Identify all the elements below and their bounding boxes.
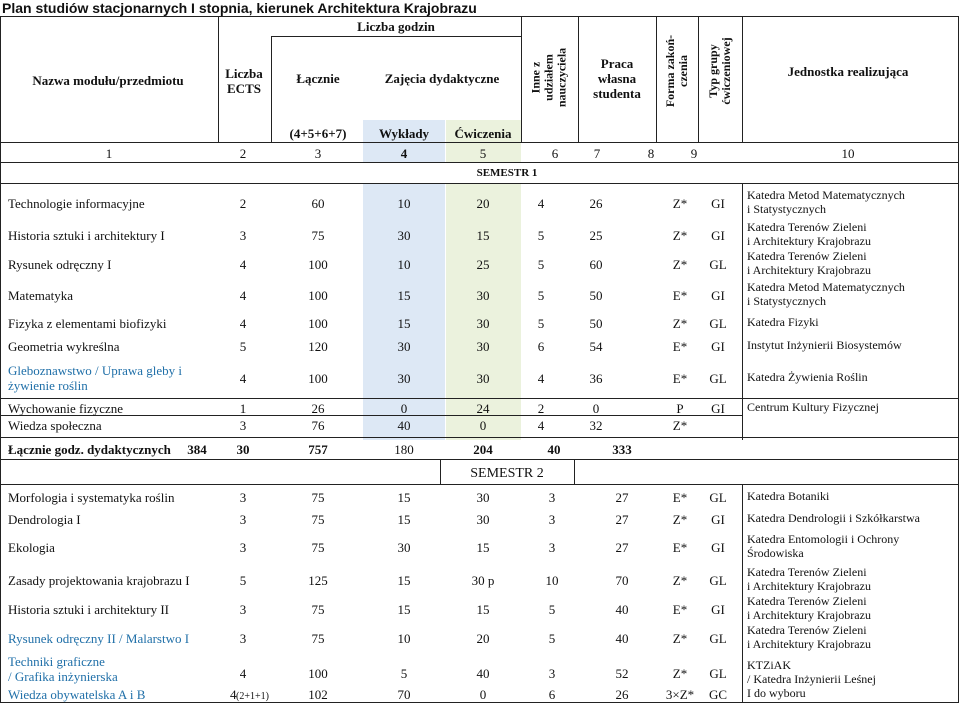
totals-own: 333 [612, 442, 632, 457]
cell-form: Z* [672, 631, 688, 646]
cell-grp: GL [709, 316, 727, 331]
row-name: żywienie roślin [8, 378, 88, 393]
cell-total: 75 [311, 602, 325, 617]
cell-total: 75 [311, 228, 325, 243]
col-line [742, 16, 743, 142]
cell-ex: 30 [476, 316, 490, 331]
row-unit: Katedra Dendrologii i Szkółkarstwa [747, 511, 920, 525]
row-name: Gleboznawstwo / Uprawa gleby i [8, 363, 183, 378]
column-number: 1 [105, 146, 113, 161]
cell-form: Z* [672, 257, 688, 272]
row-unit: Katedra Terenów Zieleni [747, 594, 867, 608]
semester-2-label: SEMESTR 2 [470, 466, 544, 481]
header-formula: (4+5+6+7) [289, 126, 347, 141]
cell-other: 5 [537, 316, 545, 331]
rotated-label: Typ grupy [706, 44, 720, 98]
cell-own: 27 [615, 540, 629, 555]
cell-total: 76 [311, 418, 325, 433]
cell-grp: GC [708, 687, 728, 702]
cell-ects: 5 [239, 339, 247, 354]
cell-lect: 15 [397, 316, 411, 331]
rotated-label: udziałem [541, 54, 556, 101]
cell-form: E* [672, 540, 688, 555]
cell-grp: GI [711, 196, 725, 211]
row-name: Ekologia [8, 540, 55, 555]
row-unit: Środowiska [747, 546, 804, 560]
column-number: 2 [239, 146, 247, 161]
col-line [742, 183, 743, 440]
rotated-label: nauczyciela [554, 47, 569, 108]
row-name: Geometria wykreślna [8, 339, 120, 354]
cell-ex: 30 [476, 512, 490, 527]
cell-ects: 4 [239, 666, 247, 681]
row-unit: Katedra Żywienia Roślin [747, 370, 868, 384]
column-number: 5 [479, 146, 487, 161]
cell-lect: 30 [397, 339, 411, 354]
cell-total: 75 [311, 631, 325, 646]
cell-ex: 15 [476, 602, 490, 617]
col-line [521, 16, 522, 142]
row-unit: Katedra Terenów Zieleni [747, 220, 867, 234]
header-unit: Jednostka realizująca [787, 64, 909, 79]
cell-ects: 4 [239, 371, 247, 386]
totals-other: 40 [547, 442, 561, 457]
header-hours: Liczba godzin [357, 19, 435, 34]
cell-grp: GI [711, 540, 725, 555]
cell-ects: 3 [239, 540, 247, 555]
cell-own: 26 [615, 687, 629, 702]
cell-own: 40 [615, 631, 629, 646]
cell-ects: 3 [239, 418, 247, 433]
cell-own: 40 [615, 602, 629, 617]
header-module-name: Nazwa modułu/przedmiotu [32, 73, 184, 88]
row-name: Historia sztuki i architektury I [8, 228, 165, 243]
cell-total: 120 [308, 339, 328, 354]
cell-lect: 15 [397, 573, 411, 588]
row-unit: Katedra Metod Matematycznych [747, 188, 905, 202]
cell-grp: GI [711, 512, 725, 527]
cell-form: Z* [672, 666, 688, 681]
cell-form: Z* [672, 418, 688, 433]
rotated-label: Inne z [528, 61, 543, 94]
cell-other: 5 [537, 288, 545, 303]
row-name: Wiedza obywatelska A i B [8, 687, 146, 702]
cell-own: 36 [589, 371, 603, 386]
totals-label: Łącznie godz. dydaktycznych [8, 442, 171, 457]
cell-lect: 15 [397, 288, 411, 303]
cell-ects: 2 [239, 196, 247, 211]
row-unit: Katedra Entomologii i Ochrony [747, 532, 900, 546]
cell-lect: 0 [400, 401, 408, 416]
cell-own: 26 [589, 196, 603, 211]
row-name: Historia sztuki i architektury II [8, 602, 170, 617]
row-name: Rysunek odręczny I [8, 257, 112, 272]
cell-ex: 40 [476, 666, 490, 681]
row-name: Dendrologia I [8, 512, 81, 527]
cell-lect: 10 [397, 631, 411, 646]
cell-ex: 30 p [471, 573, 495, 588]
cell-other: 5 [537, 228, 545, 243]
row-unit: KTZiAK [747, 658, 791, 672]
cell-lect: 40 [397, 418, 411, 433]
cell-form: E* [672, 371, 688, 386]
col-line [271, 36, 272, 142]
row-name: Zasady projektowania krajobrazu I [8, 573, 190, 588]
cell-grp: GL [709, 257, 727, 272]
cell-ex: 30 [476, 371, 490, 386]
cell-lect: 15 [397, 512, 411, 527]
cell-other: 3 [548, 512, 556, 527]
cell-ex: 15 [476, 540, 490, 555]
header-didactic: Zajęcia dydaktyczne [384, 71, 500, 86]
cell-grp: GI [711, 602, 725, 617]
cell-other: 4 [537, 418, 545, 433]
row-unit: Katedra Terenów Zieleni [747, 249, 867, 263]
cell-ects: 1 [239, 401, 247, 416]
cell-lect: 30 [397, 540, 411, 555]
cell-total: 100 [308, 371, 328, 386]
cell-total: 75 [311, 512, 325, 527]
row-name: Wychowanie fizyczne [8, 401, 124, 416]
header-exercises: Ćwiczenia [454, 126, 512, 141]
cell-form: Z* [672, 512, 688, 527]
row-unit: I do wyboru [747, 686, 806, 700]
row-unit: i Statystycznych [747, 202, 826, 216]
cell-total: 75 [311, 490, 325, 505]
cell-ects-detail: (2+1+1) [236, 691, 269, 702]
column-number: 3 [314, 146, 322, 161]
row-line [0, 459, 959, 460]
header-form [664, 21, 690, 121]
cell-grp: GL [709, 490, 727, 505]
cell-grp: GL [709, 371, 727, 386]
header-other [530, 28, 569, 128]
cell-ects: 3 [239, 602, 247, 617]
row-name: Techniki graficzne [8, 654, 105, 669]
column-number: 7 [593, 146, 601, 161]
col-line [656, 16, 657, 142]
cell-ex: 20 [476, 196, 490, 211]
cell-ects: 3 [239, 512, 247, 527]
row-unit: Instytut Inżynierii Biosystemów [747, 338, 902, 352]
header-own: Praca [600, 56, 634, 71]
totals-ex: 204 [473, 442, 493, 457]
cell-ex: 0 [479, 418, 487, 433]
cell-total: 26 [311, 401, 325, 416]
cell-ex: 0 [479, 687, 487, 702]
row-unit: Centrum Kultury Fizycznej [747, 400, 879, 414]
rotated-label: Forma zakoń- [663, 34, 677, 108]
cell-total: 100 [308, 666, 328, 681]
row-name: Wiedza społeczna [8, 418, 102, 433]
cell-own: 50 [589, 288, 603, 303]
cell-own: 27 [615, 512, 629, 527]
header-ects: Liczba [225, 66, 263, 81]
header-line [271, 36, 521, 37]
cell-total: 100 [308, 288, 328, 303]
cell-ex: 30 [476, 288, 490, 303]
cell-grp: GI [711, 228, 725, 243]
cell-ex: 15 [476, 228, 490, 243]
col-line [574, 459, 575, 484]
cell-grp: GI [711, 288, 725, 303]
cell-grp: GI [711, 401, 725, 416]
row-name: Fizyka z elementami biofizyki [8, 316, 167, 331]
cell-other: 5 [548, 602, 556, 617]
cell-form: E* [672, 288, 688, 303]
col-line [698, 16, 699, 142]
row-line [0, 162, 959, 163]
cell-own: 27 [615, 490, 629, 505]
cell-form: Z* [672, 196, 688, 211]
cell-ex: 24 [476, 401, 490, 416]
cell-own: 70 [615, 573, 629, 588]
cell-total: 60 [311, 196, 325, 211]
col-line [742, 484, 743, 703]
cell-lect: 70 [397, 687, 411, 702]
cell-form: Z* [672, 573, 688, 588]
column-number: 4 [400, 146, 408, 161]
row-line [0, 484, 959, 485]
row-line [0, 398, 959, 399]
cell-grp: GL [709, 631, 727, 646]
cell-other: 3 [548, 490, 556, 505]
cell-form: 3×Z* [665, 687, 695, 702]
cell-total: 100 [308, 316, 328, 331]
cell-other: 4 [537, 371, 545, 386]
page-title: Plan studiów stacjonarnych I stopnia, kierunek Architektura Krajobrazu [2, 0, 477, 16]
cell-form: E* [672, 490, 688, 505]
cell-lect: 10 [397, 257, 411, 272]
cell-own: 32 [589, 418, 603, 433]
totals-didactic: 384 [187, 442, 207, 457]
cell-lect: 10 [397, 196, 411, 211]
cell-ects: 4 [239, 257, 247, 272]
cell-own: 54 [589, 339, 603, 354]
row-unit: i Architektury Krajobrazu [747, 637, 871, 651]
cell-lect: 5 [400, 666, 408, 681]
header-ects: ECTS [227, 81, 261, 96]
cell-total: 102 [308, 687, 328, 702]
cell-ects: 3 [239, 490, 247, 505]
row-unit: i Architektury Krajobrazu [747, 263, 871, 277]
cell-lect: 30 [397, 371, 411, 386]
cell-other: 5 [537, 257, 545, 272]
cell-other: 3 [548, 540, 556, 555]
row-unit: Katedra Metod Matematycznych [747, 280, 905, 294]
col-line [0, 16, 1, 703]
cell-own: 60 [589, 257, 603, 272]
totals-total: 757 [308, 442, 328, 457]
cell-own: 50 [589, 316, 603, 331]
column-number: 9 [690, 146, 698, 161]
row-line [0, 142, 959, 143]
row-name: Rysunek odręczny II / Malarstwo I [8, 631, 190, 646]
cell-ex: 20 [476, 631, 490, 646]
row-name: / Grafika inżynierska [8, 669, 118, 684]
rotated-label: czenia [676, 55, 690, 87]
cell-ects: 4 [239, 316, 247, 331]
row-line [0, 437, 959, 438]
cell-own: 0 [592, 401, 600, 416]
row-unit: Katedra Botaniki [747, 489, 830, 503]
column-number: 10 [841, 146, 855, 161]
cell-lect: 15 [397, 602, 411, 617]
row-unit: Katedra Terenów Zieleni [747, 565, 867, 579]
row-unit: i Architektury Krajobrazu [747, 608, 871, 622]
totals-lect: 180 [394, 442, 414, 457]
cell-form: E* [672, 602, 688, 617]
cell-grp: GL [709, 573, 727, 588]
row-name: Matematyka [8, 288, 73, 303]
row-unit: / Katedra Inżynierii Leśnej [747, 672, 876, 686]
row-unit: i Statystycznych [747, 294, 826, 308]
cell-ex: 30 [476, 339, 490, 354]
cell-ects: 3 [239, 228, 247, 243]
header-own: własna [597, 71, 637, 86]
col-line [218, 16, 219, 142]
cell-other: 4 [537, 196, 545, 211]
cell-other: 5 [548, 631, 556, 646]
header-total: Łącznie [296, 71, 340, 86]
cell-total: 75 [311, 540, 325, 555]
row-unit: i Architektury Krajobrazu [747, 579, 871, 593]
header-lectures: Wykłady [378, 126, 430, 141]
col-line [578, 16, 579, 142]
row-name: Morfologia i systematyka roślin [8, 490, 175, 505]
column-number: 8 [647, 146, 655, 161]
cell-other: 2 [537, 401, 545, 416]
cell-other: 3 [548, 666, 556, 681]
col-line [440, 459, 441, 484]
row-unit: Katedra Terenów Zieleni [747, 623, 867, 637]
cell-lect: 30 [397, 228, 411, 243]
cell-grp: GI [711, 339, 725, 354]
column-number: 6 [551, 146, 559, 161]
cell-ex: 30 [476, 490, 490, 505]
header-own: studenta [593, 86, 641, 101]
cell-form: P [676, 401, 684, 416]
totals-ects: 30 [236, 442, 250, 457]
row-name: Technologie informacyjne [8, 196, 145, 211]
cell-grp: GL [709, 666, 727, 681]
cell-ects: 3 [239, 631, 247, 646]
cell-form: E* [672, 339, 688, 354]
cell-total: 125 [308, 573, 328, 588]
cell-lect: 15 [397, 490, 411, 505]
cell-ects: 4 [230, 687, 237, 702]
cell-form: Z* [672, 228, 688, 243]
row-line [0, 16, 959, 17]
header-group [707, 21, 733, 121]
row-line [0, 183, 959, 184]
cell-own: 52 [615, 666, 629, 681]
rotated-label: ćwiczeniowej [719, 37, 733, 105]
cell-other: 10 [545, 573, 559, 588]
cell-other: 6 [537, 339, 545, 354]
cell-own: 25 [589, 228, 603, 243]
cell-ects: 5 [239, 573, 247, 588]
row-unit: Katedra Fizyki [747, 315, 819, 329]
semester-1-label: SEMESTR 1 [476, 167, 538, 179]
cell-ex: 25 [476, 257, 490, 272]
row-unit: i Architektury Krajobrazu [747, 234, 871, 248]
cell-other: 6 [548, 687, 556, 702]
cell-ects: 4 [239, 288, 247, 303]
cell-total: 100 [308, 257, 328, 272]
cell-form: Z* [672, 316, 688, 331]
